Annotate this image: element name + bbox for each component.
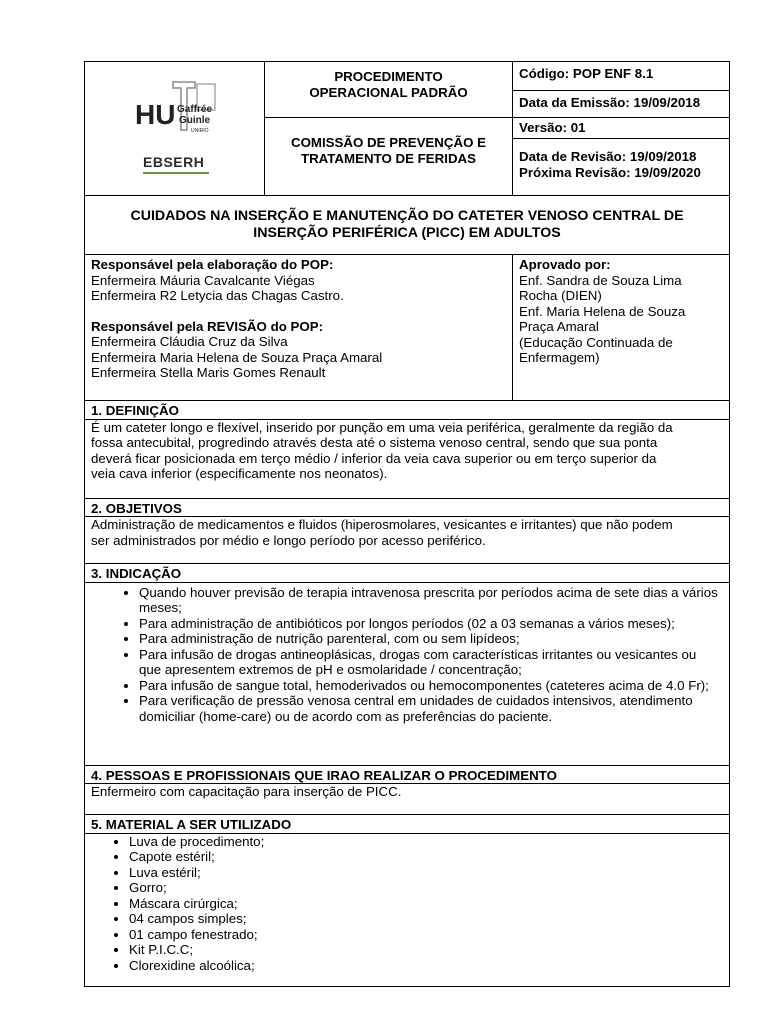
revision-cell bbox=[513, 139, 730, 196]
objective-line: ser administrados por médio e longo período por acesso periférico. bbox=[91, 532, 486, 548]
section-2-body bbox=[85, 517, 730, 564]
main-title-line1: CUIDADOS NA INSERÇÃO E MANUTENÇÃO DO CATETER VENOSO CENTRAL DE bbox=[130, 208, 684, 224]
section-4-body bbox=[85, 784, 730, 815]
list-item: • Luva de procedimento; bbox=[129, 834, 723, 850]
version-cell bbox=[513, 118, 730, 139]
section-1-title: 1. DEFINIÇÃO bbox=[85, 401, 730, 420]
section-1-body bbox=[85, 419, 730, 498]
responsible-cell bbox=[85, 255, 513, 401]
pop-title-cell bbox=[265, 62, 513, 118]
emission-cell bbox=[513, 91, 730, 118]
pop-title-line2: OPERACIONAL PADRÃO bbox=[309, 84, 468, 100]
definition-line: deverá ficar posicionada em terço médio / inferior da veia cava superior ou em terço superior da bbox=[91, 450, 657, 466]
code-cell bbox=[513, 62, 730, 91]
approved-name: (Educação Continuada de Enfermagem) bbox=[519, 334, 673, 365]
list-item: • Para infusão de sangue total, hemoderivados ou hemocomponentes (cateteres acima de 4.0 Fr); bbox=[139, 678, 721, 694]
section-5-title: 5. MATERIAL A SER UTILIZADO bbox=[85, 815, 730, 834]
approved-heading: Aprovado por: bbox=[519, 257, 611, 272]
revision-date: Data de Revisão: 19/09/2018 bbox=[519, 149, 697, 164]
approved-name: Enf. Maria Helena de Souza Praça Amaral bbox=[519, 303, 686, 334]
responsible-name: Enfermeira Máuria Cavalcante Viégas bbox=[91, 272, 315, 288]
list-item: • Para administração de nutrição parenteral, com ou sem lipídeos; bbox=[139, 631, 721, 647]
commission-cell bbox=[265, 118, 513, 196]
approved-cell bbox=[513, 255, 730, 401]
definition-line: fossa antecubital, progredindo através desta até o sistema venoso central, sendo que sua ponta bbox=[91, 435, 658, 450]
list-item: • Máscara cirúrgica; bbox=[129, 896, 723, 912]
revision-name: Enfermeira Cláudia Cruz da Silva bbox=[91, 334, 288, 349]
responsible-name: Enfermeira R2 Letycia das Chagas Castro. bbox=[91, 288, 344, 303]
section-3-body bbox=[85, 582, 730, 765]
commission-line1: COMISSÃO DE PREVENÇÃO E bbox=[290, 135, 487, 150]
list-item: • 04 campos simples; bbox=[129, 911, 723, 927]
responsible-heading: Responsável pela elaboração do POP: bbox=[91, 257, 334, 272]
list-item: • Para infusão de drogas antineoplásicas, drogas com características irritantes ou vesicantes ou que apresentem extremos de pH e osmolaridade / concentração; bbox=[139, 647, 721, 678]
revision-name: Enfermeira Maria Helena de Souza Praça Amaral bbox=[91, 349, 383, 365]
document-page bbox=[84, 61, 729, 987]
pop-table bbox=[84, 61, 730, 987]
revision-heading: Responsável pela REVISÃO do POP: bbox=[91, 318, 324, 334]
list-item: • Quando houver previsão de terapia intravenosa prescrita por períodos acima de sete dias a vários meses; bbox=[139, 585, 721, 616]
list-item: • Kit P.I.C.C; bbox=[129, 942, 723, 958]
list-item: • 01 campo fenestrado; bbox=[129, 927, 723, 943]
list-item: • Para administração de antibióticos por longos períodos (02 a 03 semanas a vários meses); bbox=[139, 616, 721, 632]
svg-text:Gaffrée: Gaffrée bbox=[177, 104, 213, 115]
revision-name: Enfermeira Stella Maris Gomes Renault bbox=[91, 365, 326, 380]
section-3-title: 3. INDICAÇÃO bbox=[85, 564, 730, 583]
main-title-line2: INSERÇÃO PERIFÉRICA (PICC) EM ADULTOS bbox=[253, 225, 561, 241]
pop-code: Código: POP ENF 8.1 bbox=[519, 66, 654, 81]
pop-title-line1: PROCEDIMENTO bbox=[334, 69, 443, 84]
section-5-body bbox=[85, 833, 730, 986]
definition-line: veia cava inferior (especificamente nos neonatos). bbox=[91, 466, 388, 481]
svg-text:Guinle: Guinle bbox=[179, 115, 211, 126]
svg-text:UNIRIO: UNIRIO bbox=[191, 128, 209, 134]
emission-date: Data da Emissão: 19/09/2018 bbox=[519, 95, 701, 110]
next-revision-date: Próxima Revisão: 19/09/2020 bbox=[519, 164, 701, 180]
indication-list bbox=[91, 585, 721, 725]
ebserh-logo: EBSERH bbox=[143, 154, 205, 170]
material-list bbox=[91, 834, 723, 974]
list-item: • Para verificação de pressão venosa central em unidades de cuidados intensivos, atendimento domiciliar (home-care) ou de acordo com as preferências do paciente. bbox=[139, 693, 721, 724]
section-2-title: 2. OBJETIVOS bbox=[85, 498, 730, 517]
version: Versão: 01 bbox=[519, 120, 586, 135]
list-item: • Gorro; bbox=[129, 880, 723, 896]
main-title-cell bbox=[85, 196, 730, 255]
hu-gaffree-guinle-logo bbox=[135, 80, 245, 140]
list-item: • Clorexidine alcoólica; bbox=[129, 958, 723, 974]
approved-name: Enf. Sandra de Souza Lima Rocha (DIEN) bbox=[519, 272, 682, 303]
list-item: • Capote estéril; bbox=[129, 849, 723, 865]
logo-hu-text: HU bbox=[135, 99, 176, 130]
definition-line: É um cateter longo e flexível, inserido por punção em uma veia periférica, geralmente da região da bbox=[91, 419, 673, 435]
commission-line2: TRATAMENTO DE FERIDAS bbox=[300, 150, 477, 166]
logo-cell bbox=[85, 62, 265, 196]
list-item: • Luva estéril; bbox=[129, 865, 723, 881]
objective-line: Administração de medicamentos e fluidos (hiperosmolares, vesicantes e irritantes) que não podem bbox=[91, 517, 673, 532]
section-4-title: 4. PESSOAS E PROFISSIONAIS QUE IRAO REALIZAR O PROCEDIMENTO bbox=[85, 765, 730, 784]
professional-text: Enfermeiro com capacitação para inserção de PICC. bbox=[91, 784, 402, 799]
ebserh-underline bbox=[143, 172, 209, 174]
